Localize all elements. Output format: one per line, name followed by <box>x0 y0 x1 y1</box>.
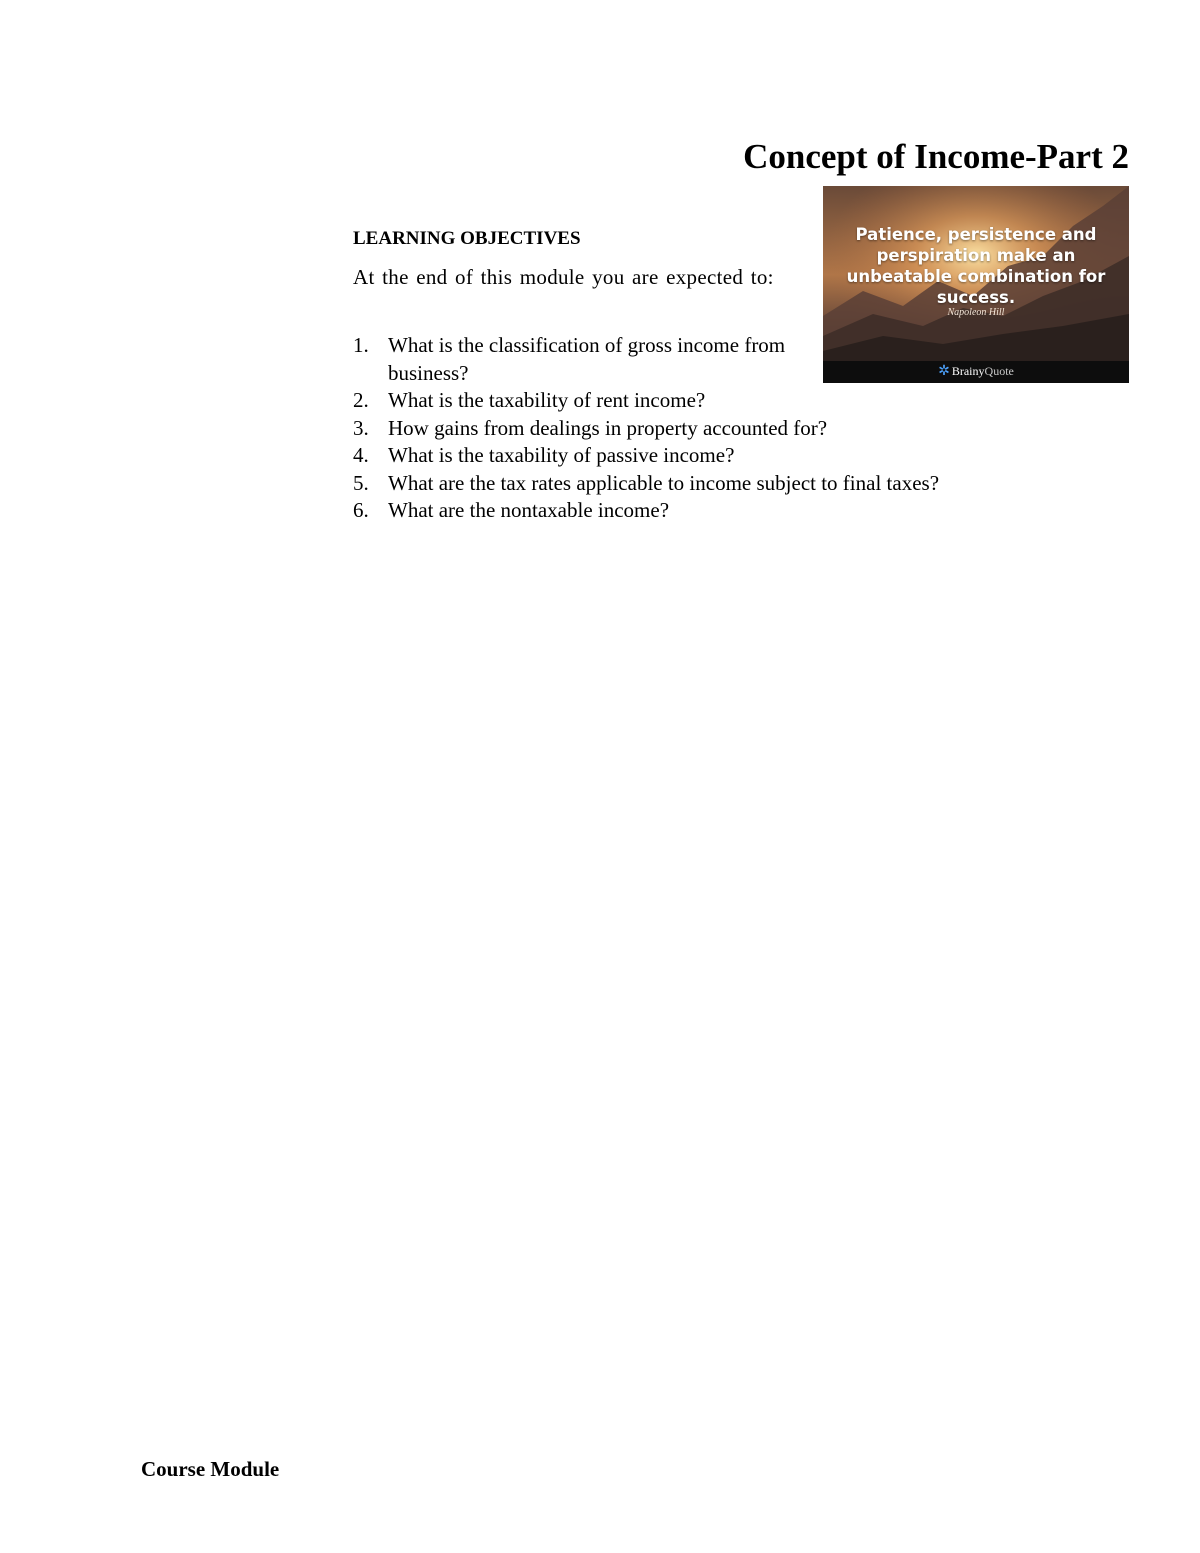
objectives-heading: LEARNING OBJECTIVES <box>353 228 581 249</box>
list-item <box>353 332 939 387</box>
quote-author: Napoleon Hill <box>947 307 1005 318</box>
objectives-list <box>353 332 939 525</box>
list-item-number: 3. <box>353 415 369 440</box>
list-item-number: 6. <box>353 498 369 522</box>
objectives-section <box>353 226 581 252</box>
footer-course-module: Course Module <box>141 1457 280 1481</box>
objectives-intro: At the end of this module you are expected to: <box>353 265 774 289</box>
list-item-number: 5. <box>353 470 369 495</box>
list-item <box>353 415 939 443</box>
brand-name-second: Quote <box>984 364 1014 378</box>
pinwheel-icon: ✲ <box>938 364 950 379</box>
list-item-number: 1. <box>353 333 369 357</box>
list-item-text: What is the taxability of rent income? <box>388 388 706 412</box>
list-item-number: 4. <box>353 443 369 467</box>
list-item <box>353 442 939 470</box>
brand-name-first: Brainy <box>951 364 985 378</box>
quote-text: Patience, persistence and perspiration make an unbeatable combination for success. <box>846 225 1106 307</box>
list-item-text: What is the classification of gross income from business? <box>388 333 786 385</box>
list-item <box>353 470 939 498</box>
list-item-text: What are the nontaxable income? <box>388 498 670 522</box>
page-title: Concept of Income-Part 2 <box>743 137 1129 176</box>
list-item <box>353 497 939 525</box>
list-item-text: What are the tax rates applicable to income subject to final taxes? <box>388 470 940 495</box>
list-item <box>353 387 939 415</box>
list-item-text: How gains from dealings in property accounted for? <box>388 415 828 440</box>
list-item-number: 2. <box>353 388 369 412</box>
list-item-text: What is the taxability of passive income? <box>388 443 735 467</box>
